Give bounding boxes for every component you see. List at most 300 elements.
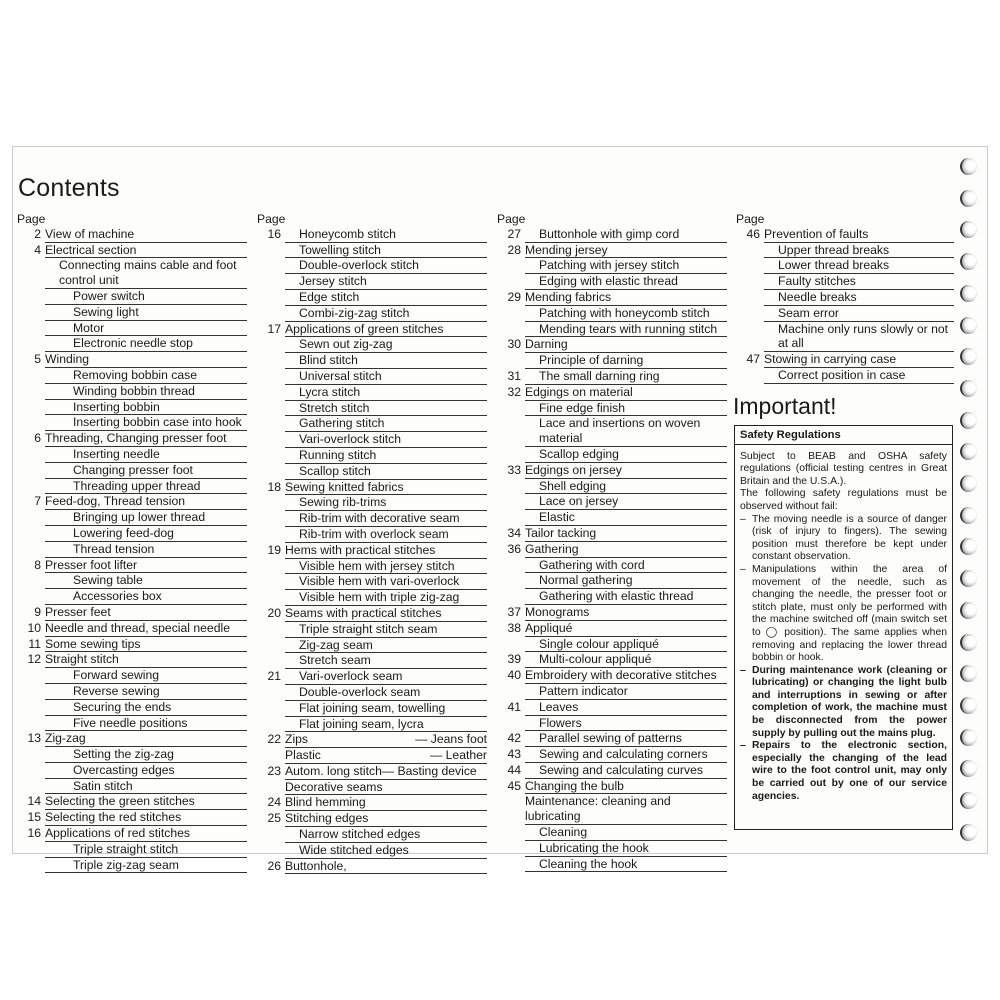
toc-entry xyxy=(257,669,487,685)
page-number: 22 xyxy=(267,732,281,747)
entry-title: Gathering with elastic thread xyxy=(525,589,727,605)
binder-holes xyxy=(960,150,990,850)
entry-title: Gathering with cord xyxy=(525,558,727,574)
page-number xyxy=(257,590,285,606)
dash-bullet: – xyxy=(740,513,746,525)
binder-hole xyxy=(960,475,977,492)
page-number xyxy=(17,716,45,732)
page-number: 44 xyxy=(507,762,521,777)
page-number xyxy=(497,353,525,369)
entry-title: Lubricating the hook xyxy=(525,841,727,857)
toc-entry xyxy=(257,306,487,322)
page-number xyxy=(257,290,285,306)
binder-hole xyxy=(960,348,977,365)
toc-entry xyxy=(17,858,247,874)
page-number xyxy=(497,684,525,700)
entry-title: Stitching edges xyxy=(285,811,487,827)
safety-item xyxy=(740,564,947,665)
entry-title: Inserting bobbin case into hook xyxy=(45,415,247,431)
entry-title: Mending jersey xyxy=(525,243,727,259)
toc-entry xyxy=(17,400,247,416)
entry-title: Triple zig-zag seam xyxy=(45,858,247,874)
entry-title: Double-overlock stitch xyxy=(285,258,487,274)
page-number xyxy=(497,857,525,873)
page-number xyxy=(257,574,285,590)
contents-column-3 xyxy=(497,212,727,872)
safety-item-text: Manipulations within the area of movement of the needle, such as changing the needle, the presser foot or stitch plate, must only be performed with the machine switched off (main switch set to ◯ position). The same applies when removing and replacing the lower thread bobbin or hook. xyxy=(752,563,947,664)
toc-entry xyxy=(497,306,727,322)
entry-title-part: — Jeans foot xyxy=(415,732,487,747)
entry-title: Decorative seams xyxy=(285,780,487,796)
entry-title: Edgings on jersey xyxy=(525,463,727,479)
page-number xyxy=(736,322,764,353)
toc-entry xyxy=(17,321,247,337)
entry-title: Edgings on material xyxy=(525,385,727,401)
page-number: 47 xyxy=(746,352,760,367)
entry-title: Flat joining seam, lycra xyxy=(285,717,487,733)
toc-entry xyxy=(257,559,487,575)
page-number xyxy=(497,716,525,732)
binder-hole xyxy=(960,665,977,682)
entry-title: Appliqué xyxy=(525,621,727,637)
page-number xyxy=(257,748,285,764)
page-number xyxy=(257,511,285,527)
page-number xyxy=(17,668,45,684)
toc-entry xyxy=(257,322,487,338)
page-number: 34 xyxy=(507,525,521,540)
entry-title: Changing presser foot xyxy=(45,463,247,479)
toc-entry xyxy=(17,258,247,289)
entry-title: Universal stitch xyxy=(285,369,487,385)
binder-hole xyxy=(960,253,977,270)
entry-title: Machine only runs slowly or not at all xyxy=(764,322,954,353)
page-number xyxy=(17,526,45,542)
page-number: 41 xyxy=(507,699,521,714)
page-number xyxy=(736,368,764,384)
toc-entry xyxy=(497,621,727,637)
safety-item xyxy=(740,665,947,741)
toc-entry xyxy=(736,258,954,274)
toc-entry xyxy=(497,668,727,684)
entry-title: Shell edging xyxy=(525,479,727,495)
page-number: 36 xyxy=(507,541,521,556)
toc-entry xyxy=(17,368,247,384)
entry-title: Flowers xyxy=(525,716,727,732)
entry-title: Sewing and calculating curves xyxy=(525,763,727,779)
binder-hole xyxy=(960,634,977,651)
toc-entry xyxy=(497,526,727,542)
page-number: 30 xyxy=(507,337,521,352)
entry-title-part: — Leather xyxy=(430,748,487,763)
entry-title: Maintenance: cleaning and lubricating xyxy=(525,794,727,825)
page-number: 17 xyxy=(267,321,281,336)
entry-title: Securing the ends xyxy=(45,700,247,716)
toc-entry xyxy=(497,542,727,558)
toc-entry xyxy=(257,732,487,748)
page-number: 5 xyxy=(34,352,41,367)
toc-entry xyxy=(257,843,487,859)
entry-title: Removing bobbin case xyxy=(45,368,247,384)
toc-entry xyxy=(17,463,247,479)
page-column-label: Page xyxy=(257,212,286,226)
page-number xyxy=(17,700,45,716)
toc-entry xyxy=(736,274,954,290)
page-number: 20 xyxy=(267,605,281,620)
toc-entry xyxy=(497,416,727,447)
page-number xyxy=(497,447,525,463)
page-number: 46 xyxy=(746,226,760,241)
entry-title: Stretch seam xyxy=(285,653,487,669)
page-number xyxy=(17,321,45,337)
toc-entry xyxy=(17,589,247,605)
page-number xyxy=(497,573,525,589)
entry-title: Cleaning xyxy=(525,825,727,841)
toc-entry xyxy=(257,258,487,274)
page-number: 31 xyxy=(507,368,521,383)
page-number xyxy=(257,369,285,385)
page-number: 10 xyxy=(27,620,41,635)
entry-title: Needle and thread, special needle xyxy=(45,621,247,637)
page-number xyxy=(497,258,525,274)
entry-title: Sewing rib-trims xyxy=(285,495,487,511)
page-number xyxy=(17,289,45,305)
toc-entry xyxy=(497,243,727,259)
page-number: 12 xyxy=(27,652,41,667)
entry-title-part: Plastic xyxy=(285,748,321,763)
entry-title: Seam error xyxy=(764,306,954,322)
binder-hole xyxy=(960,221,977,238)
toc-entry xyxy=(257,701,487,717)
toc-entry xyxy=(257,590,487,606)
page-number xyxy=(257,464,285,480)
binder-hole xyxy=(960,158,977,175)
dash-bullet: – xyxy=(740,664,746,676)
entry-title: Buttonhole with gimp cord xyxy=(525,227,727,243)
safety-item-text: During maintenance work (cleaning or lubricating) or changing the light bulb and interruptions in sewing or after completion of work, the machine must be disconnected from the power supply by pulling out the mains plug. xyxy=(752,664,947,739)
binder-hole xyxy=(960,412,977,429)
page-number xyxy=(736,306,764,322)
page-number xyxy=(257,717,285,733)
entry-title: Connecting mains cable and foot control unit xyxy=(45,258,247,289)
page-number xyxy=(17,336,45,352)
toc-entry xyxy=(497,322,727,338)
page-number xyxy=(497,637,525,653)
binder-hole xyxy=(960,729,977,746)
entry-title: Edge stitch xyxy=(285,290,487,306)
entry-title: Combi-zig-zag stitch xyxy=(285,306,487,322)
entry-title: Sewing table xyxy=(45,573,247,589)
toc-entry xyxy=(497,857,727,873)
page-number xyxy=(17,573,45,589)
page-number xyxy=(257,258,285,274)
entry-title: Patching with jersey stitch xyxy=(525,258,727,274)
page-number xyxy=(17,763,45,779)
page-number: 37 xyxy=(507,604,521,619)
entry-title: Upper thread breaks xyxy=(764,243,954,259)
page-number: 32 xyxy=(507,384,521,399)
toc-entry xyxy=(257,385,487,401)
page-number xyxy=(257,432,285,448)
toc-entry xyxy=(257,638,487,654)
page-number xyxy=(17,258,45,289)
entry-title: Applications of green stitches xyxy=(285,322,487,338)
page-number xyxy=(257,416,285,432)
toc-entry xyxy=(257,653,487,669)
toc-entry xyxy=(17,542,247,558)
toc-entry xyxy=(736,290,954,306)
page-number: 7 xyxy=(34,494,41,509)
safety-item-text: Repairs to the electronic section, especially the changing of the lead wire to the foot control unit, may only be carried out by one of our service agencies. xyxy=(752,740,947,802)
toc-entry xyxy=(736,322,954,353)
binder-hole xyxy=(960,285,977,302)
entry-title: Mending tears with running stitch xyxy=(525,322,727,338)
toc-entry xyxy=(17,336,247,352)
page-number xyxy=(736,243,764,259)
page-number xyxy=(17,305,45,321)
page-number: 18 xyxy=(267,479,281,494)
page-number xyxy=(497,274,525,290)
toc-entry xyxy=(17,716,247,732)
entry-title: Straight stitch xyxy=(45,652,247,668)
toc-entry xyxy=(497,841,727,857)
page-column-label: Page xyxy=(17,212,46,226)
entry-title: Honeycomb stitch xyxy=(285,227,487,243)
toc-entry xyxy=(257,495,487,511)
page-number xyxy=(257,653,285,669)
toc-entry xyxy=(497,227,727,243)
toc-entry xyxy=(17,479,247,495)
page-number xyxy=(17,415,45,431)
page-number xyxy=(497,401,525,417)
toc-entry xyxy=(17,605,247,621)
toc-entry xyxy=(17,842,247,858)
toc-entry xyxy=(17,526,247,542)
page-number: 16 xyxy=(267,226,281,241)
toc-entry xyxy=(17,243,247,259)
entry-title: Visible hem with jersey stitch xyxy=(285,559,487,575)
toc-entry xyxy=(257,543,487,559)
toc-entry xyxy=(17,352,247,368)
page-number xyxy=(257,385,285,401)
entry-title: Blind stitch xyxy=(285,353,487,369)
toc-entry xyxy=(497,747,727,763)
toc-entry xyxy=(257,511,487,527)
page-number: 29 xyxy=(507,289,521,304)
toc-entry xyxy=(257,290,487,306)
entry-title: Scallop stitch xyxy=(285,464,487,480)
page-number: 43 xyxy=(507,747,521,762)
safety-intro-2: The following safety regulations must be observed without fail: xyxy=(740,488,947,512)
safety-intro: Subject to BEAB and OSHA safety regulations (official testing centres in Great Britain and the U.S.A.). xyxy=(740,450,947,487)
page-number xyxy=(17,542,45,558)
toc-entry xyxy=(257,764,487,780)
page-number: 24 xyxy=(267,795,281,810)
toc-entry xyxy=(17,227,247,243)
page-number xyxy=(497,479,525,495)
toc-entry xyxy=(257,274,487,290)
toc-entry xyxy=(17,794,247,810)
page-number: 38 xyxy=(507,620,521,635)
toc-entry xyxy=(497,274,727,290)
page-number: 2 xyxy=(34,226,41,241)
toc-entry xyxy=(257,480,487,496)
page-number xyxy=(736,274,764,290)
toc-entry xyxy=(257,859,487,875)
toc-entry xyxy=(17,305,247,321)
entry-title: Electronic needle stop xyxy=(45,336,247,352)
entry-title: Flat joining seam, towelling xyxy=(285,701,487,717)
entry-title: Multi-colour appliqué xyxy=(525,652,727,668)
toc-entry xyxy=(257,416,487,432)
entry-title: View of machine xyxy=(45,227,247,243)
page-column-label: Page xyxy=(736,212,765,226)
page-number xyxy=(17,842,45,858)
toc-entry xyxy=(257,353,487,369)
binder-hole xyxy=(960,538,977,555)
entry-title: Rib-trim with overlock seam xyxy=(285,527,487,543)
entry-title: Jersey stitch xyxy=(285,274,487,290)
entry-title xyxy=(285,748,487,764)
entry-title: Sewing and calculating corners xyxy=(525,747,727,763)
toc-entry xyxy=(497,763,727,779)
toc-entry xyxy=(497,337,727,353)
toc-entry xyxy=(17,637,247,653)
entry-title: Visible hem with vari-overlock xyxy=(285,574,487,590)
entry-title: Cleaning the hook xyxy=(525,857,727,873)
entry-title: Thread tension xyxy=(45,542,247,558)
binder-hole xyxy=(960,380,977,397)
safety-item-text: The moving needle is a source of danger (risk of injury to fingers). The sewing position must therefore be kept under constant observation. xyxy=(752,513,947,563)
page-number xyxy=(257,843,285,859)
entry-title: Prevention of faults xyxy=(764,227,954,243)
toc-entry xyxy=(497,447,727,463)
entry-title: Normal gathering xyxy=(525,573,727,589)
page-number: 13 xyxy=(27,731,41,746)
toc-entry xyxy=(17,289,247,305)
entry-title: Accessories box xyxy=(45,589,247,605)
toc-entry xyxy=(257,448,487,464)
toc-entry xyxy=(497,510,727,526)
entry-title: Threading upper thread xyxy=(45,479,247,495)
entry-title: Changing the bulb xyxy=(525,779,727,795)
entry-title: Buttonhole, xyxy=(285,859,487,875)
page-number xyxy=(17,447,45,463)
toc-entry xyxy=(17,779,247,795)
entry-title: Sewing light xyxy=(45,305,247,321)
entry-title: Reverse sewing xyxy=(45,684,247,700)
toc-entry xyxy=(497,825,727,841)
toc-entry xyxy=(257,243,487,259)
entry-title: Selecting the green stitches xyxy=(45,794,247,810)
toc-entry xyxy=(497,589,727,605)
toc-entry xyxy=(17,431,247,447)
page-number xyxy=(257,685,285,701)
binder-hole xyxy=(960,824,977,841)
toc-entry xyxy=(257,622,487,638)
page-title: Contents xyxy=(18,174,120,202)
page-number: 42 xyxy=(507,731,521,746)
entry-title: Some sewing tips xyxy=(45,637,247,653)
binder-hole xyxy=(960,443,977,460)
contents-column-2 xyxy=(257,212,487,874)
entry-title: Wide stitched edges xyxy=(285,843,487,859)
page-number xyxy=(17,779,45,795)
page-number xyxy=(257,780,285,796)
toc-entry xyxy=(497,463,727,479)
entry-title: Double-overlock seam xyxy=(285,685,487,701)
toc-entry xyxy=(736,368,954,384)
binder-hole xyxy=(960,317,977,334)
page-number xyxy=(17,747,45,763)
entry-title: Tailor tacking xyxy=(525,526,727,542)
page-number xyxy=(257,495,285,511)
toc-entry xyxy=(17,668,247,684)
entry-title: Monograms xyxy=(525,605,727,621)
entry-title: Electrical section xyxy=(45,243,247,259)
page-number: 23 xyxy=(267,763,281,778)
entry-title: Principle of darning xyxy=(525,353,727,369)
toc-entry xyxy=(17,731,247,747)
entry-title: Visible hem with triple zig-zag xyxy=(285,590,487,606)
entry-title: Selecting the red stitches xyxy=(45,810,247,826)
toc-entry xyxy=(497,258,727,274)
safety-item xyxy=(740,740,947,803)
page-number xyxy=(17,479,45,495)
page-number: 16 xyxy=(27,826,41,841)
entry-title: The small darning ring xyxy=(525,369,727,385)
page-number: 40 xyxy=(507,668,521,683)
toc-entry xyxy=(17,826,247,842)
toc-entry xyxy=(736,352,954,368)
entry-title: Fine edge finish xyxy=(525,401,727,417)
entry-title: Overcasting edges xyxy=(45,763,247,779)
page-number: 26 xyxy=(267,858,281,873)
page-number xyxy=(17,510,45,526)
entry-title: Triple straight stitch seam xyxy=(285,622,487,638)
toc-entry xyxy=(257,685,487,701)
important-heading: Important! xyxy=(733,393,837,419)
toc-entry xyxy=(497,558,727,574)
entry-title: Inserting bobbin xyxy=(45,400,247,416)
entry-title: Bringing up lower thread xyxy=(45,510,247,526)
entry-title: Stretch stitch xyxy=(285,401,487,417)
entry-title: Narrow stitched edges xyxy=(285,827,487,843)
safety-item xyxy=(740,514,947,564)
toc-entry xyxy=(257,527,487,543)
page-number xyxy=(736,258,764,274)
page-number xyxy=(497,494,525,510)
page-number: 28 xyxy=(507,242,521,257)
entry-title: Inserting needle xyxy=(45,447,247,463)
page-number xyxy=(17,463,45,479)
page-number xyxy=(17,384,45,400)
toc-entry xyxy=(736,227,954,243)
page-number: 14 xyxy=(27,794,41,809)
toc-entry xyxy=(497,385,727,401)
toc-entry xyxy=(257,780,487,796)
page-number: 19 xyxy=(267,542,281,557)
entry-title: Patching with honeycomb stitch xyxy=(525,306,727,322)
safety-regulations-box xyxy=(734,425,953,830)
entry-title: Vari-overlock stitch xyxy=(285,432,487,448)
entry-title: Autom. long stitch— Basting device xyxy=(285,764,487,780)
page-number xyxy=(257,337,285,353)
toc-entry xyxy=(736,243,954,259)
entry-title: Needle breaks xyxy=(764,290,954,306)
entry-title: Lace on jersey xyxy=(525,494,727,510)
toc-entry xyxy=(17,558,247,574)
entry-title: Winding xyxy=(45,352,247,368)
